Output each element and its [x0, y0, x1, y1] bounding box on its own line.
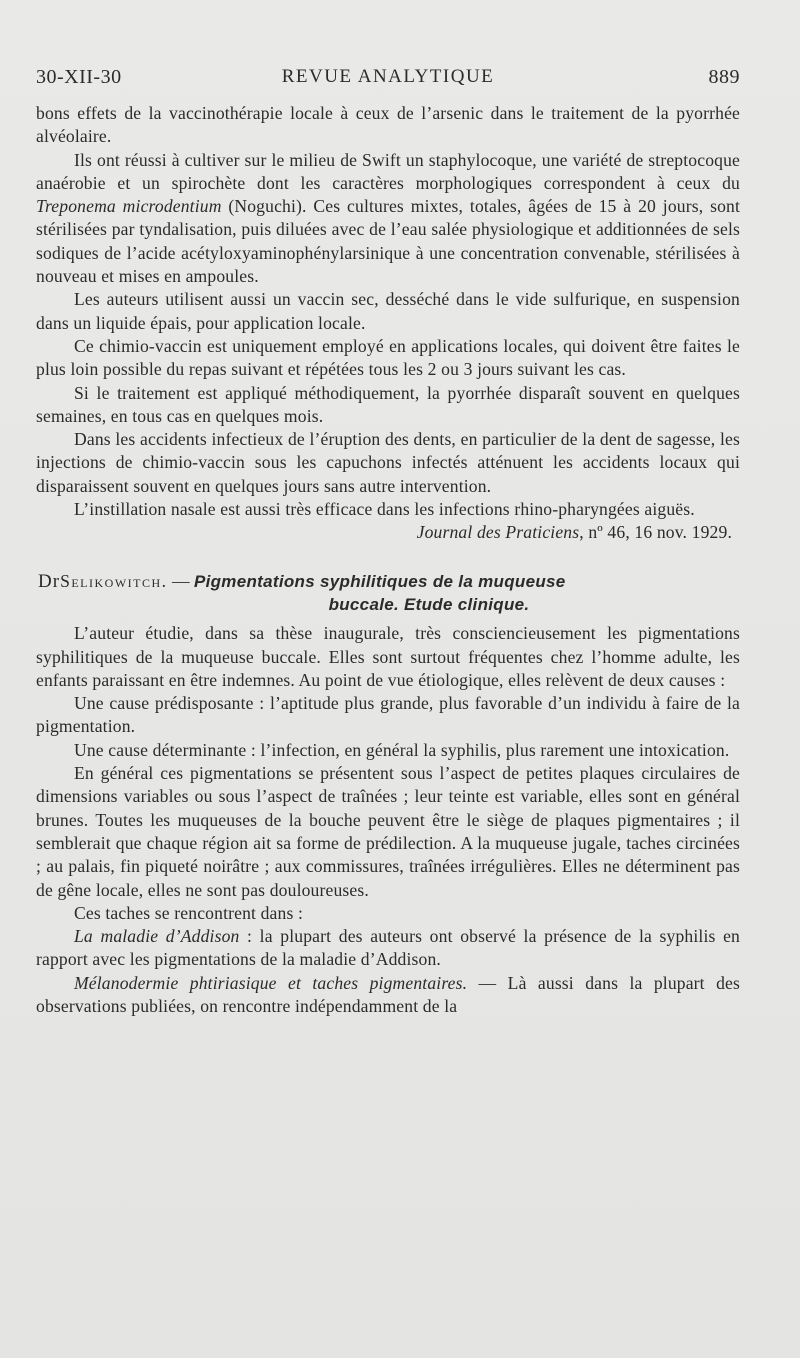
paragraph: L’auteur étudie, dans sa thèse inaugurale, très consciencieusement les pigmentations syphilitiques de la muqueuse buccale. Elles sont surtout fréquentes chez l’homme adulte, les enfants paraissant en être indemnes. Au point de vue étiologique, elles relèvent de deux causes : [36, 623, 740, 690]
paragraph: Mélanodermie phtiriasique et taches pigmentaires. — Là aussi dans la plupart des observations publiées, on rencontre indépendamment de la [36, 972, 740, 1016]
heading-dash: — [167, 570, 194, 591]
species-name: Treponema microdentium [36, 196, 222, 217]
paragraph: Si le traitement est appliqué méthodiquement, la pyorrhée disparaît souvent en quelques semaines, en tous cas en quelques mois. [36, 382, 740, 426]
author-prefix: Dr [38, 570, 61, 592]
paragraph: Les auteurs utilisent aussi un vaccin sec, desséché dans le vide sulfurique, en suspension dans un liquide épais, pour application locale. [36, 289, 740, 333]
source-journal: Journal des Praticiens [416, 522, 580, 543]
article-title: Pigmentations syphilitiques de la muqueuse [193, 571, 566, 591]
disease-name: La maladie d’Addison [74, 926, 240, 947]
paragraph: Ce chimio-vaccin est uniquement employé en applications locales, qui doivent être faites le plus loin possible du repas suivant et répétées tous les 2 ou 3 jours suivant les cas. [36, 335, 740, 380]
paragraph: La maladie d’Addison : la plupart des auteurs ont observé la présence de la syphilis en rapport avec les pigmentations de la maladie d’Addison. [36, 926, 740, 970]
article-title-continued: buccale. Etude clinique. [328, 594, 530, 614]
issue-date: 30-XII-30 [36, 66, 122, 88]
paragraph: bons effets de la vaccinothérapie locale à ceux de l’arsenic dans le traitement de la pyorrhée alvéolaire. [36, 103, 740, 147]
paragraph: Une cause prédisposante : l’aptitude plus grande, plus favorable d’un individu à faire de la pigmentation. [36, 693, 740, 737]
condition-name: Mélanodermie phtiriasique et taches pigmentaires. [74, 972, 468, 993]
paragraph: Une cause déterminante : l’infection, en général la syphilis, plus rarement une intoxication. [74, 739, 730, 760]
source-citation: Journal des Praticiens, nº 46, 16 nov. 1929. [416, 522, 732, 543]
journal-section-title: REVUE ANALYTIQUE [281, 66, 495, 87]
paragraph: Ils ont réussi à cultiver sur le milieu de Swift un staphylocoque, une variété de streptocoque anaérobie et un spirochète dont les caractères morphologiques correspondent à ceux du Treponema microdentium (Noguchi). Ces cultures mixtes, totales, âgées de 15 à 20 jours, sont stérilisées par tyndalisation, puis diluées avec de l’eau salée physiologique et additionnées de sels sodiques de l’acide acétyloxyaminophénylarsinique à une concentration convenable, stérilisées à nouveau et mises en ampoules. [36, 149, 741, 287]
paragraph: Dans les accidents infectieux de l’éruption des dents, en particulier de la dent de sagesse, les injections de chimio-vaccin sous les capuchons infectés atténuent les accidents locaux qui disparaissent souvent en quelques jours sans autre intervention. [36, 429, 740, 496]
paragraph: Ces taches se rencontrent dans : [74, 902, 304, 923]
running-head [36, 58, 740, 94]
page-number: 889 [708, 66, 740, 88]
first-article-body [36, 102, 740, 545]
paragraph: En général ces pigmentations se présentent sous l’aspect de petites plaques circulaires de dimensions variables ou sous l’aspect de traînées ; leur teinte est variable, elles sont en général brunes. Toutes les muqueuses de la bouche peuvent être le siège de plaques pigmentaires ; il semblerait que chaque région ait sa forme de prédilection. A la muqueuse jugale, taches circinées ; au palais, fin piqueté noirâtre ; aux commissures, traînées irrégulières. Elles ne déterminent pas de gêne locale, elles ne sont pas douloureuses. [36, 763, 740, 900]
article-heading [36, 570, 740, 617]
paragraph: L’instillation nasale est aussi très efficace dans les infections rhino-pharyngées aiguës. [74, 499, 695, 520]
author-name: Selikowitch. [60, 570, 168, 591]
second-article-body [36, 622, 740, 1018]
